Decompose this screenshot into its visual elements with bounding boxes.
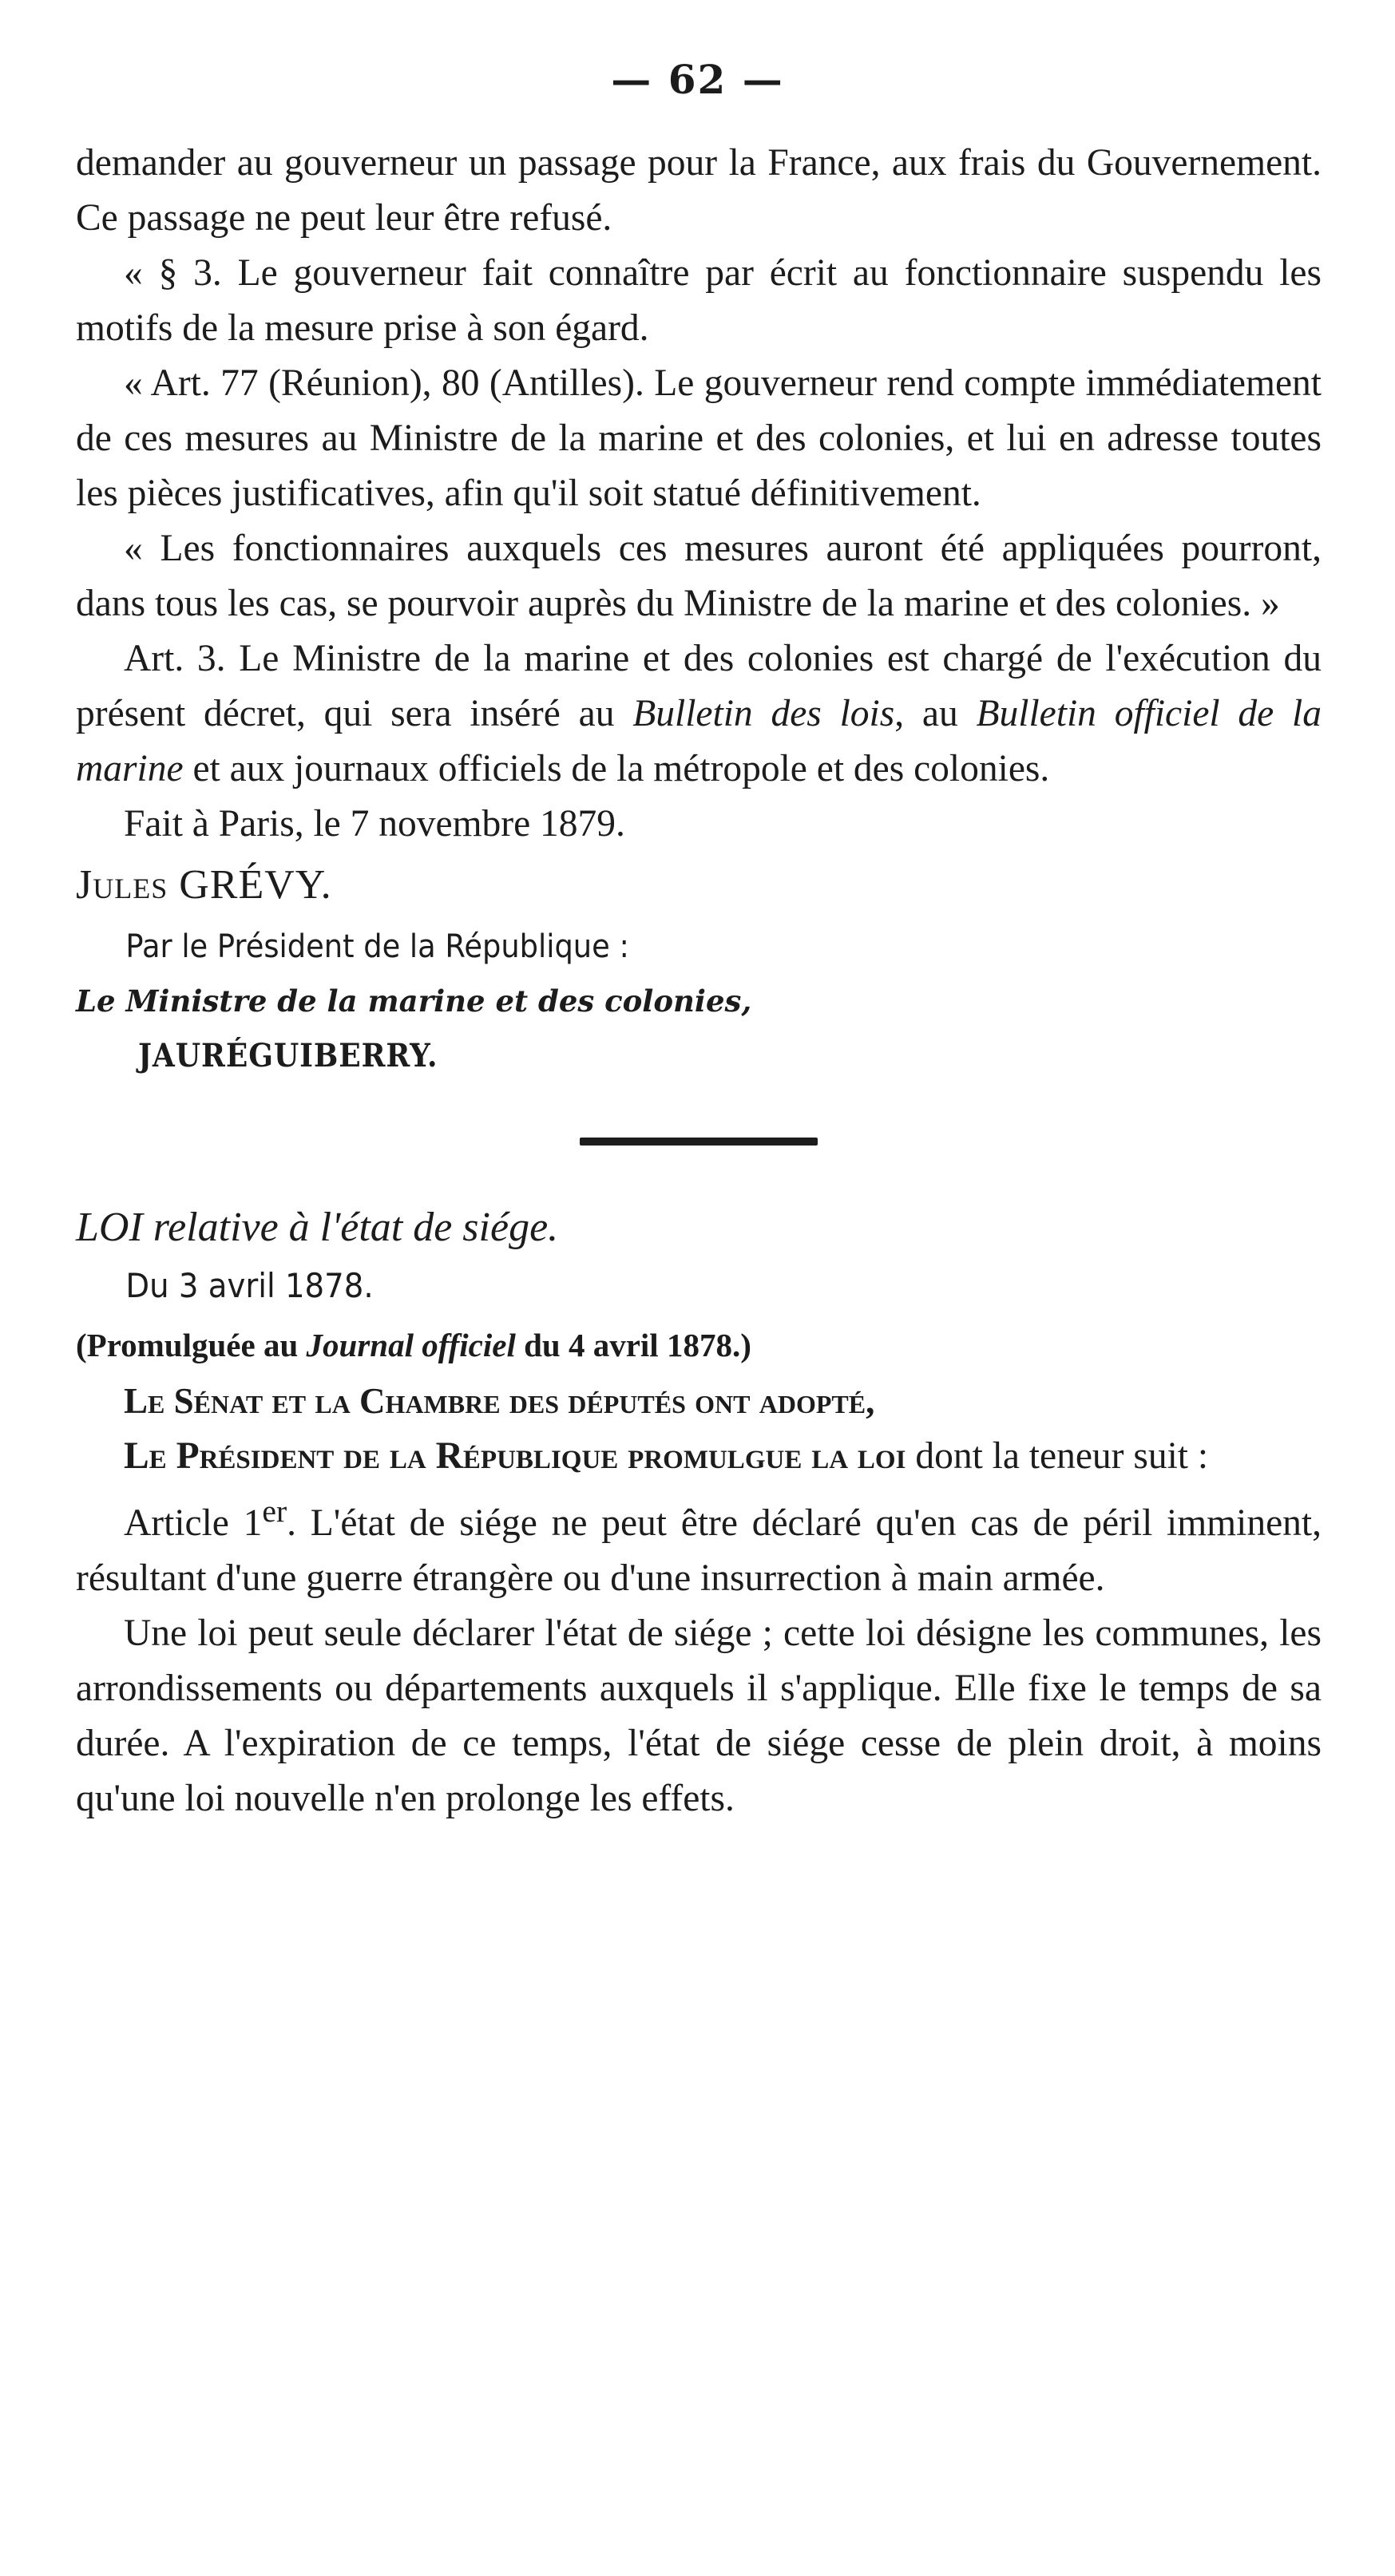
preamble-president-text: dont la teneur suit : [906,1435,1209,1477]
article-1-text: . L'état de siége ne peut être déclaré qu'en cas de péril imminent, résultant d'une guerre étrangère ou d'une insurrection à main armée. [76,1502,1322,1599]
signature-par-le-president: Par le Président de la République : [125,928,629,965]
paragraph-art-3 [76,631,1322,797]
promul-text-end: du 4 avril 1878.) [515,1327,751,1363]
loi-title: LOI relative à l'état de siége. [76,1205,559,1250]
art3-text-middle: , au [894,693,977,734]
paragraph-section-3: « § 3. Le gouverneur fait connaître par écrit au fonctionnaire suspendu les motifs de la mesure prise à son égard. [76,252,1322,349]
art3-bulletin-lois: Bulletin des lois [632,693,895,734]
loi-promulgation [76,1316,1322,1374]
loi-date: Du 3 avril 1878. [125,1266,374,1305]
signature-president [76,852,1322,919]
article-1 [76,1484,1322,1606]
signature-ministre-title: Le Ministre de la marine et des colonies, [76,983,752,1019]
section-divider [580,1138,818,1146]
promul-text: (Promulguée au [76,1327,307,1363]
art3-text: Art. 3. Le Ministre de la marine et des colonies est chargé de l'exécution du présent décret, qui sera inséré au [76,638,1322,734]
signature-last-name: GRÉVY. [179,862,332,908]
article-1-sup: er [262,1494,287,1529]
art3-text-end: et aux journaux officiels de la métropole et des colonies. [183,748,1050,789]
page-number: — 62 — [611,56,784,103]
signature-minister-name: JAURÉGUIBERRY. [138,1037,438,1074]
paragraph-fonctionnaires: « Les fonctionnaires auxquels ces mesures auront été appliquées pourront, dans tous les cas, se pourvoir auprès du Ministre de la marine et des colonies. » [76,528,1322,624]
preamble-president [76,1429,1322,1484]
fait-a-paris: Fait à Paris, le 7 novembre 1879. [124,803,625,845]
paragraph-art-77: « Art. 77 (Réunion), 80 (Antilles). Le gouverneur rend compte immédiatement de ces mesures au Ministre de la marine et des colonies, et lui en adresse toutes les pièces justificatives, afin qu'il soit statué définitivement. [76,362,1322,514]
preamble-senat: Le Sénat et la Chambre des députés ont adopté, [124,1381,875,1421]
paragraph-continuation: demander au gouverneur un passage pour la France, aux frais du Gouvernement. Ce passage ne peut leur être refusé. [76,142,1322,239]
preamble-president-sc: Le Président de la République promulgue la loi [124,1435,906,1477]
article-1-label: Article 1 [124,1502,263,1544]
signature-first-name: Jules [76,862,168,908]
art3-bulletin-marine: Bulletin officiel de la marine [76,693,1322,789]
paragraph-loi-declarer: Une loi peut seule déclarer l'état de siége ; cette loi désigne les communes, les arrondissements ou départements auxquels il s'applique. Elle fixe le temps de sa durée. A l'expiration de ce temps, l'état de siége cesse de plein droit, à moins qu'une loi nouvelle n'en prolonge les effets. [76,1612,1322,1819]
promul-journal: Journal officiel [306,1327,516,1363]
text-column [76,136,1322,1826]
